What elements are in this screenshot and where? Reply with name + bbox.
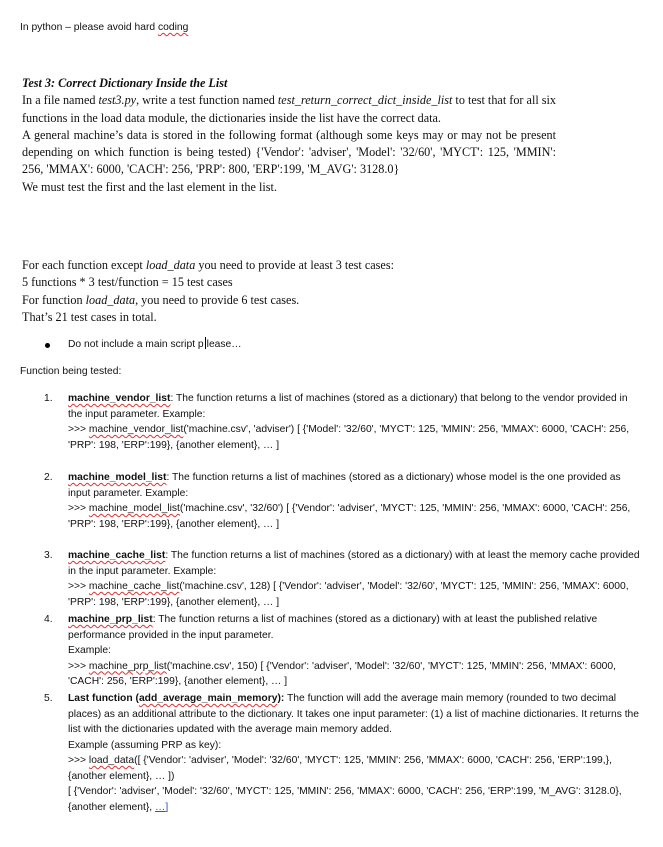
paragraph: In a file named test3.py, write a test function named test_return_correct_dict_inside_list to test that for all six functions in the load data module, the dictionaries inside the list have the correct data. [22, 93, 556, 125]
list-item: machine_prp_list: The function returns a list of machines (stored as a dictionary) with at least the published relative performance provided in the input parameter. Example: >>> machine_prp_list('machine.csv', 150) [ {'Vendor': 'adviser', 'Model': '32/60', 'MYCT': 125, 'MMIN': 256, 'MMAX': 6000, 'CACH': 256, 'ERP':199}, {another element}, … ] [68, 614, 616, 687]
text-cursor [205, 337, 206, 349]
item-number: 2. [44, 472, 53, 483]
paragraph: A general machine’s data is stored in the following format (although some keys may or may not be present depending on which function is being tested) {'Vendor': 'adviser', 'Model': '32/60', 'MYCT': 125, 'MMIN': 256, 'MMAX': 6000, 'CACH': 256, 'PRP': 800, 'ERP':199, 'M_AVG': 3128.0} [22, 127, 556, 177]
paragraph: For function load_data, you need to provide 6 test cases. [22, 292, 300, 307]
section-heading: Test 3: Correct Dictionary Inside the List [22, 76, 228, 90]
list-item: machine_model_list: The function returns a list of machines (stored as a dictionary) whose model is the one provided as input parameter. Example: >>> machine_model_list('machine.csv', '32/60') [ {'Vendor': 'adviser', 'MYCT': 125, 'MMIN': 256, 'MMAX': 6000, 'CACH': 256, 'PRP': 198, 'ERP':199}, {another element}, … ] [68, 472, 631, 530]
item-number: 5. [44, 693, 53, 704]
test3-section [22, 75, 556, 196]
paragraph: 5 functions * 3 test/function = 15 test cases [22, 275, 233, 290]
paragraph: We must test the first and the last element in the list. [22, 179, 277, 194]
bullet-text: Do not include a main script p lease… [68, 339, 242, 350]
link-ellipsis[interactable]: …] [155, 801, 169, 813]
item-number: 3. [44, 550, 53, 561]
test-case-counts [22, 257, 556, 326]
tested-label: Function being tested: [20, 366, 122, 377]
item-number: 4. [44, 614, 53, 625]
list-item: machine_cache_list: The function returns a list of machines (stored as a dictionary) with at least the memory cache provided in the input parameter. Example: >>> machine_cache_list('machine.csv', 128) [ {'Vendor': 'adviser', 'Model': '32/60', 'MYCT': 125, 'MMIN': 256, 'MMAX': 6000, 'PRP': 198, 'ERP':199}, {another element}, … ] [68, 550, 640, 608]
header-note: In python – please avoid hard coding [20, 22, 189, 33]
bullet-dot-icon [45, 343, 50, 348]
list-item: machine_vendor_list: The function returns a list of machines (stored as a dictionary) that belong to the vendor provided in the input parameter. Example: >>> machine_vendor_list('machine.csv', 'adviser') [ {'Model': '32/60', 'MYCT': 125, 'MMIN': 256, 'MMAX': 6000, 'CACH': 256, 'PRP': 198, 'ERP':199}, {another element}, … ] [68, 393, 630, 451]
paragraph: For each function except load_data you need to provide at least 3 test cases: [22, 258, 394, 272]
item-number: 1. [44, 393, 53, 404]
list-item: Last function (add_average_main_memory): The function will add the average main memory (rounded to two decimal places) as an additional attribute to the dictionary. It takes one input parameter: (1) a list of machine dictionaries. It returns the list with the dictionaries updated with the average main memory added. Example (assuming PRP as key): >>> load_data([ {'Vendor': 'adviser', 'Model': '32/60', 'MYCT': 125, 'MMIN': 256, 'MMAX': 6000, 'CACH': 256, 'ERP':199,}, {another element}, … ]) [ {'Vendor': 'adviser', 'Model': '32/60', 'MYCT': 125, 'MMIN': 256, 'MMAX': 6000, 'CACH': 256, 'ERP':199, 'M_AVG': 3128.0}, {another element}, …] [68, 693, 640, 813]
spellcheck-word: coding [157, 22, 189, 33]
paragraph: That’s 21 test cases in total. [22, 309, 157, 324]
